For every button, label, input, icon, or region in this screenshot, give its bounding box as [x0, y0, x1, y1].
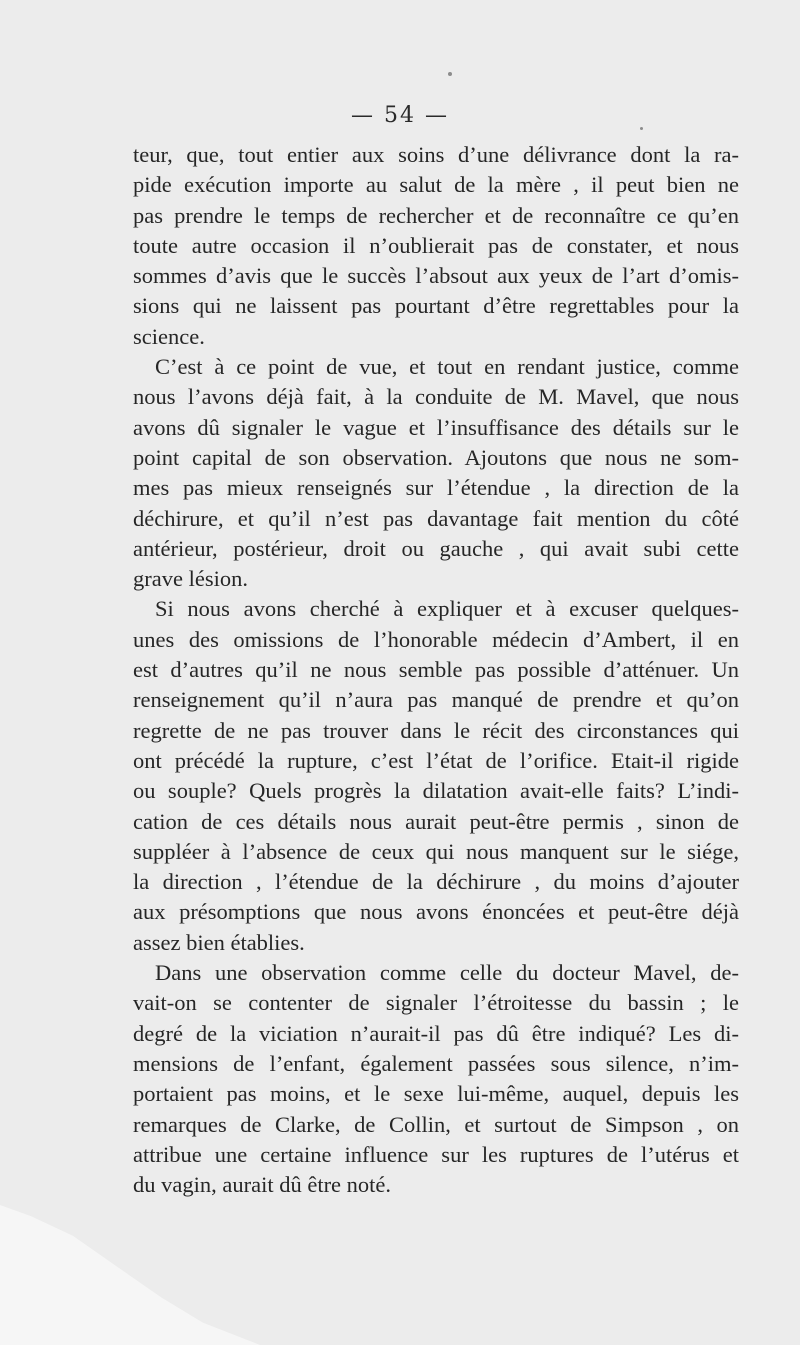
- text-line: suppléer à l’absence de ceux qui nous manquent sur le siége,: [133, 838, 739, 864]
- text-line: cation de ces détails nous aurait peut-être permis , sinon de: [133, 808, 739, 834]
- text-line: assez bien établies.: [133, 929, 305, 955]
- text-line: toute autre occasion il n’oublierait pas de constater, et nous: [133, 232, 739, 258]
- text-line: sommes d’avis que le succès l’absout aux yeux de l’art d’omis-: [133, 263, 739, 289]
- text-line: est d’autres qu’il ne nous semble pas possible d’atténuer. Un: [133, 657, 739, 683]
- text-line: nous l’avons déjà fait, à la conduite de M. Mavel, que nous: [133, 384, 739, 410]
- paper-speck: [448, 72, 452, 76]
- text-line: teur, que, tout entier aux soins d’une délivrance dont la ra-: [133, 142, 739, 167]
- text-line: du vagin, aurait dû être noté.: [133, 1172, 392, 1198]
- text-line: C’est à ce point de vue, et tout en rendant justice, comme: [155, 354, 739, 380]
- text-line: Si nous avons cherché à expliquer et à excuser quelques-: [155, 596, 739, 622]
- text-line: Dans une observation comme celle du docteur Mavel, de-: [155, 960, 739, 986]
- text-line: ou souple? Quels progrès la dilatation avait-elle faits? L’indi-: [133, 778, 739, 804]
- page-number: — 54 —: [351, 103, 449, 128]
- text-line: mes pas mieux renseignés sur l’étendue , la direction de la: [133, 475, 739, 501]
- text-line: vait-on se contenter de signaler l’étroitesse du bassin ; le: [133, 990, 739, 1016]
- text-line: sions qui ne laissent pas pourtant d’être regrettables pour la: [133, 293, 739, 319]
- text-line: aux présomptions que nous avons énoncées et peut-être déjà: [133, 899, 739, 925]
- text-line: attribue une certaine influence sur les ruptures de l’utérus et: [133, 1141, 739, 1167]
- page-corner-tear: [0, 1205, 260, 1345]
- body-text: [133, 140, 739, 1200]
- text-line: antérieur, postérieur, droit ou gauche , qui avait subi cette: [133, 535, 739, 561]
- text-line: unes des omissions de l’honorable médecin d’Ambert, il en: [133, 626, 739, 652]
- text-line: point capital de son observation. Ajoutons que nous ne som-: [133, 444, 739, 470]
- text-line: pide exécution importe au salut de la mère , il peut bien ne: [133, 172, 739, 198]
- text-line: remarques de Clarke, de Collin, et surtout de Simpson , on: [133, 1111, 739, 1137]
- text-line: mensions de l’enfant, également passées sous silence, n’im-: [133, 1050, 739, 1076]
- text-line: grave lésion.: [133, 566, 248, 592]
- text-line: déchirure, et qu’il n’est pas davantage fait mention du côté: [133, 505, 739, 531]
- text-line: renseignement qu’il n’aura pas manqué de prendre et qu’on: [133, 687, 739, 713]
- text-line: pas prendre le temps de rechercher et de reconnaître ce qu’en: [133, 202, 739, 228]
- text-line: regrette de ne pas trouver dans le récit des circonstances qui: [133, 717, 739, 743]
- text-line: ont précédé la rupture, c’est l’état de l’orifice. Etait-il rigide: [133, 747, 739, 773]
- text-line: science.: [133, 323, 205, 349]
- text-line: avons dû signaler le vague et l’insuffisance des détails sur le: [133, 414, 739, 440]
- text-line: degré de la viciation n’aurait-il pas dû être indiqué? Les di-: [133, 1020, 739, 1046]
- text-line: portaient pas moins, et le sexe lui-même, auquel, depuis les: [133, 1081, 739, 1107]
- text-line: la direction , l’étendue de la déchirure , du moins d’ajouter: [133, 869, 739, 895]
